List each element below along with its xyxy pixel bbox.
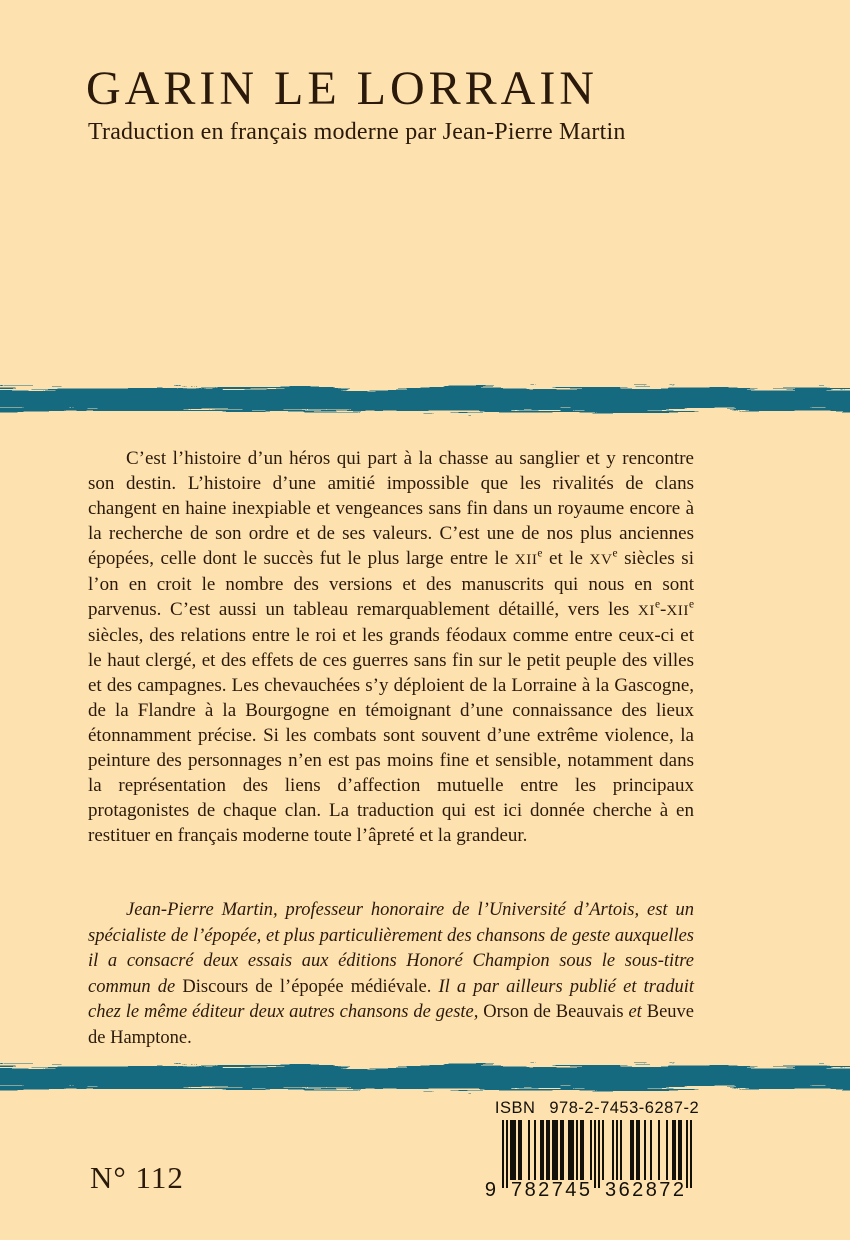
isbn-line bbox=[494, 1099, 700, 1118]
barcode-digit: 3 bbox=[605, 1179, 617, 1201]
barcode-digit: 7 bbox=[551, 1179, 563, 1201]
brush-band-bottom bbox=[0, 1056, 850, 1102]
barcode-digit: 7 bbox=[659, 1179, 671, 1201]
barcode-digit: 7 bbox=[511, 1179, 523, 1201]
collection-number: N° 112 bbox=[90, 1160, 184, 1195]
book-title: GARIN LE LORRAIN bbox=[86, 62, 598, 115]
brush-band-top-stroke bbox=[0, 388, 850, 411]
barcode-digit: 4 bbox=[565, 1179, 577, 1201]
brush-band-top bbox=[0, 378, 850, 424]
barcode-digit: 8 bbox=[645, 1179, 657, 1201]
barcode-digit: 2 bbox=[632, 1179, 644, 1201]
barcode-digit: 8 bbox=[524, 1179, 536, 1201]
barcode-digit: 6 bbox=[618, 1179, 630, 1201]
isbn-label: ISBN bbox=[494, 1099, 536, 1117]
barcode-digits-right bbox=[605, 1180, 684, 1200]
barcode-digit: 2 bbox=[538, 1179, 550, 1201]
author-bio-paragraph: Jean-Pierre Martin, professeur honoraire de l’Université d’Artois, est un spécialiste de l’épopée, et plus particulièrement des chansons de geste auxquelles il a consacré deux essais aux éditions Honoré Champion sous le sous-titre commun de Discours de l’épopée médiévale. Il a par ailleurs publié et traduit chez le même éditeur deux autres chansons de geste, Orson de Beauvais et Beuve de Hamptone. bbox=[88, 900, 694, 1048]
ean-barcode bbox=[502, 1120, 692, 1188]
barcode-digit: 2 bbox=[672, 1179, 684, 1201]
barcode-digits-left bbox=[511, 1180, 590, 1200]
synopsis-paragraph: C’est l’histoire d’un héros qui part à la chasse au sanglier et y rencontre son destin. L’histoire d’une amitié impossible que les rivalités de clans changent en haine inexpiable et vengeances sans fin dans un royaume encore à la recherche de son ordre et de ses valeurs. C’est une de nos plus anciennes épopées, celle dont le succès fut le plus large entre le XIIe et le XVe siècles si l’on en croit le nombre des versions et des manuscrits qui nous en sont parvenus. C’est aussi un tableau remarquablement détaillé, vers les XIe-XIIe siècles, des relations entre le roi et les grands féodaux comme entre ceux-ci et le haut clergé, et des effets de ces guerres sans fin sur le petit peuple des villes et des campagnes. Les chevauchées s’y déploient de la Lorraine à la Gascogne, de la Flandre à la Bourgogne en témoignant d’une connaissance des lieux étonnamment précise. Si les combats sont souvent d’une extrême violence, la peinture des personnages n’en est pas moins fine et sensible, notamment dans la représentation des liens d’affection mutuelle entre les principaux protagonistes de chaque clan. La traduction qui est ici donnée cherche à en restituer en français moderne toute l’âpreté et la grandeur. bbox=[88, 448, 694, 846]
isbn-number: 978-2-7453-6287-2 bbox=[549, 1099, 700, 1117]
barcode-digit: 5 bbox=[578, 1179, 590, 1201]
barcode-digit-first: 9 bbox=[484, 1179, 496, 1201]
brush-band-bottom-stroke bbox=[0, 1066, 850, 1089]
book-subtitle: Traduction en français moderne par Jean-Pierre Martin bbox=[88, 119, 626, 145]
